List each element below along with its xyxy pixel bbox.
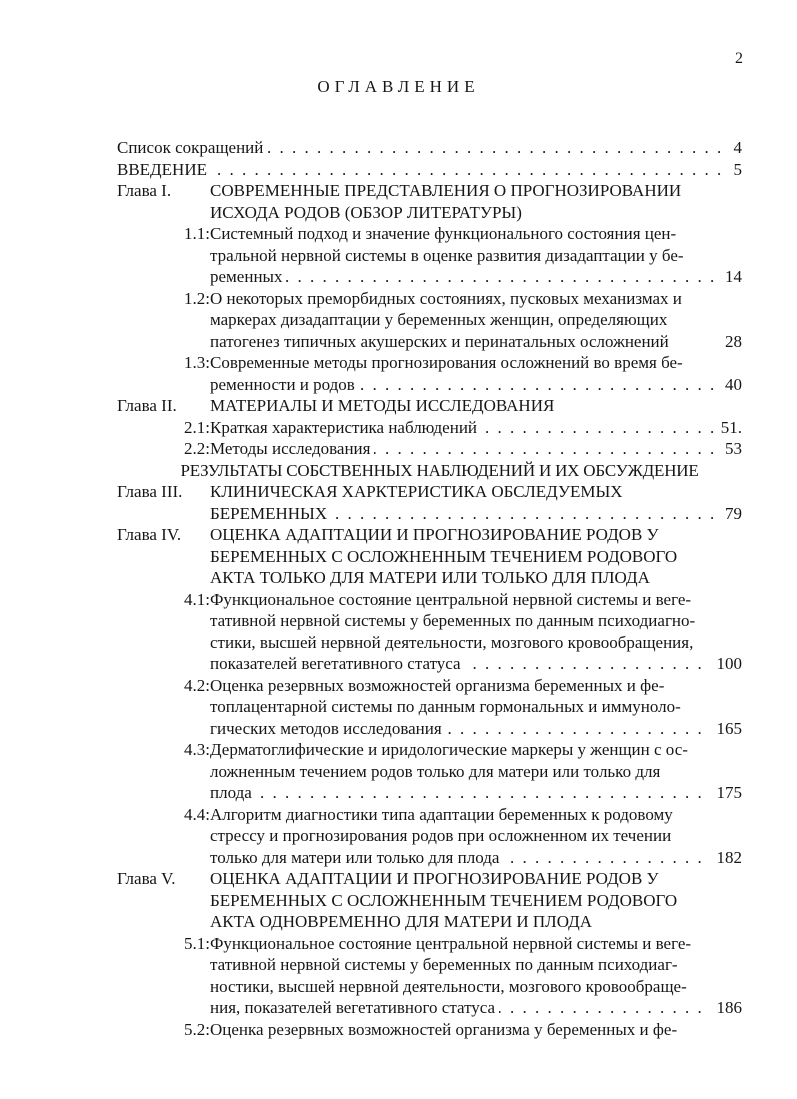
toc-entry-text: тральной нервной системы в оценке развития дизадаптации у бе- bbox=[210, 245, 684, 265]
toc-entry-text: Краткая характеристика наблюдений bbox=[210, 418, 481, 437]
toc-section-1-1[interactable] bbox=[117, 223, 742, 288]
toc-section-2-1[interactable] bbox=[117, 417, 742, 439]
toc-section-5-1[interactable] bbox=[117, 933, 742, 1019]
toc-section-5-2[interactable] bbox=[117, 1019, 742, 1041]
toc-entry-text: Современные методы прогнозирования осложнений во время бе- bbox=[210, 353, 683, 372]
toc-entry-text: СОВРЕМЕННЫЕ ПРЕДСТАВЛЕНИЯ О ПРОГНОЗИРОВАНИИ bbox=[210, 181, 682, 200]
toc-entry-text: БЕРЕМЕННЫХ С ОСЛОЖНЕННЫМ ТЕЧЕНИЕМ РОДОВОГО bbox=[210, 890, 678, 910]
toc-entry-text: О некоторых преморбидных состояниях, пусковых механизмах и bbox=[210, 288, 682, 308]
section-label: 1.3: bbox=[184, 353, 210, 372]
toc-entry-text: Функциональное состояние центральной нервной системы и веге- bbox=[210, 933, 692, 953]
toc-section-4-3[interactable] bbox=[117, 739, 742, 804]
page-title: ОГЛАВЛЕНИЕ bbox=[317, 77, 480, 96]
toc-entry-text: АКТА ТОЛЬКО ДЛЯ МАТЕРИ ИЛИ ТОЛЬКО ДЛЯ ПЛОДА bbox=[210, 568, 650, 587]
toc-entry-text: ния, показателей вегетативного статуса bbox=[210, 998, 499, 1017]
toc-entry-text: Алгоритм диагностики типа адаптации беременных к родовому bbox=[210, 804, 673, 824]
section-label: 4.2: bbox=[184, 675, 210, 695]
toc-entry-text: Список сокращений bbox=[117, 138, 267, 157]
section-label: 4.1: bbox=[184, 589, 210, 609]
toc-chapter-4[interactable] bbox=[117, 524, 742, 589]
toc-page-number: 28 bbox=[719, 331, 742, 353]
toc-entry-text: стрессу и прогнозирования родов при осложненном их течении bbox=[210, 826, 672, 845]
toc-page-number: 165 bbox=[711, 718, 743, 740]
toc-page-number: 100 bbox=[711, 653, 743, 675]
toc-entry-text: тативной нервной системы у беременных по данным психодиагно- bbox=[210, 611, 696, 630]
toc-entry-introduction[interactable] bbox=[117, 159, 742, 181]
toc-entry-text: топлацентарной системы по данным гормональных и иммуноло- bbox=[210, 697, 681, 716]
toc-entry-text: ИСХОДА РОДОВ (ОБЗОР ЛИТЕРАТУРЫ) bbox=[210, 202, 522, 222]
toc-chapter-2[interactable] bbox=[117, 395, 742, 417]
toc-entry-text: ОЦЕНКА АДАПТАЦИИ И ПРОГНОЗИРОВАНИЕ РОДОВ У bbox=[210, 525, 659, 544]
toc-page-number: 79 bbox=[719, 503, 742, 525]
toc-entry-text: только для матери или только для плода bbox=[210, 848, 503, 867]
section-label: 1.1: bbox=[184, 224, 210, 243]
toc-page-number: 53 bbox=[719, 438, 742, 460]
toc-entry-text: Оценка резервных возможностей организма у беременных и фе- bbox=[210, 1019, 678, 1039]
toc-entry-text: гических методов исследования bbox=[210, 719, 446, 738]
chapter-label: Глава IV. bbox=[117, 525, 182, 544]
toc-results-heading[interactable] bbox=[137, 460, 742, 482]
toc-entry-text: РЕЗУЛЬТАТЫ СОБСТВЕННЫХ НАБЛЮДЕНИЙ И ИХ ОБСУЖДЕНИЕ bbox=[180, 460, 699, 480]
toc-chapter-3[interactable] bbox=[117, 481, 742, 524]
toc-page-number: 51. bbox=[715, 417, 742, 439]
section-label: 1.2: bbox=[184, 288, 210, 308]
section-label: 2.1: bbox=[184, 417, 210, 437]
section-label: 2.2: bbox=[184, 439, 210, 458]
toc-page-number: 182 bbox=[711, 847, 743, 869]
section-label: 5.1: bbox=[184, 933, 210, 953]
toc-entry-text: ременных bbox=[210, 267, 286, 286]
toc-page-number: 186 bbox=[711, 997, 743, 1019]
toc-entry-text: плода bbox=[210, 783, 256, 802]
chapter-label: Глава II. bbox=[117, 396, 177, 415]
toc-entry-text: Функциональное состояние центральной нервной системы и веге- bbox=[210, 589, 692, 609]
page-number: 2 bbox=[735, 50, 743, 67]
toc-entry-text: Оценка резервных возможностей организма беременных и фе- bbox=[210, 675, 665, 695]
toc-entry-text: ностики, высшей нервной деятельности, мозгового кровообраще- bbox=[210, 976, 687, 996]
toc-entry-text: ложненным течением родов только для матери или только для bbox=[210, 761, 661, 781]
toc-section-4-2[interactable] bbox=[117, 675, 742, 740]
toc-page-number: 175 bbox=[711, 782, 743, 804]
toc-entry-text: БЕРЕМЕННЫХ bbox=[210, 504, 331, 523]
toc-page-number: 4 bbox=[728, 137, 743, 159]
toc-section-4-4[interactable] bbox=[117, 804, 742, 869]
toc-entry-text: ВВЕДЕНИЕ bbox=[117, 160, 211, 179]
toc-entry-text: МАТЕРИАЛЫ И МЕТОДЫ ИССЛЕДОВАНИЯ bbox=[210, 396, 555, 415]
toc-chapter-5[interactable] bbox=[117, 868, 742, 933]
toc-entry-text: КЛИНИЧЕСКАЯ ХАРКТЕРИСТИКА ОБСЛЕДУЕМЫХ bbox=[210, 482, 623, 501]
toc-entry-text: Дерматоглифические и иридологические маркеры у женщин с ос- bbox=[210, 740, 688, 759]
chapter-label: Глава V. bbox=[117, 869, 176, 888]
toc-entry-text: показателей вегетативного статуса bbox=[210, 654, 465, 673]
toc-entry-text: Системный подход и значение функционального состояния цен- bbox=[210, 224, 677, 243]
toc-entry-text: БЕРЕМЕННЫХ С ОСЛОЖНЕННЫМ ТЕЧЕНИЕМ РОДОВОГО bbox=[210, 546, 678, 566]
toc-entry-text: патогенез типичных акушерских и перинатальных осложнений bbox=[210, 332, 673, 351]
chapter-label: Глава III. bbox=[117, 482, 183, 501]
toc-entry-abbreviations[interactable] bbox=[117, 137, 742, 159]
toc-entry-text: маркерах дизадаптации у беременных женщин, определяющих bbox=[210, 310, 668, 329]
section-label: 4.4: bbox=[184, 804, 210, 824]
toc-entry-text: стики, высшей нервной деятельности, мозгового кровообращения, bbox=[210, 632, 694, 652]
toc-page-number: 14 bbox=[719, 266, 742, 288]
section-label: 4.3: bbox=[184, 740, 210, 759]
chapter-label: Глава I. bbox=[117, 181, 172, 200]
toc-entry-text: АКТА ОДНОВРЕМЕННО ДЛЯ МАТЕРИ И ПЛОДА bbox=[210, 912, 593, 931]
toc-entry-text: ременности и родов bbox=[210, 375, 359, 394]
table-of-contents bbox=[117, 137, 742, 1040]
toc-page-number: 5 bbox=[728, 159, 743, 181]
toc-chapter-1[interactable] bbox=[117, 180, 742, 223]
toc-entry-text: Методы исследования bbox=[210, 439, 374, 458]
toc-page-number: 40 bbox=[719, 374, 742, 396]
toc-entry-text: ОЦЕНКА АДАПТАЦИИ И ПРОГНОЗИРОВАНИЕ РОДОВ У bbox=[210, 869, 659, 888]
section-label: 5.2: bbox=[184, 1019, 210, 1039]
toc-section-1-2[interactable] bbox=[117, 288, 742, 353]
toc-section-4-1[interactable] bbox=[117, 589, 742, 675]
toc-section-1-3[interactable] bbox=[117, 352, 742, 395]
toc-entry-text: тативной нервной системы у беременных по данным психодиаг- bbox=[210, 955, 678, 974]
toc-section-2-2[interactable] bbox=[117, 438, 742, 460]
